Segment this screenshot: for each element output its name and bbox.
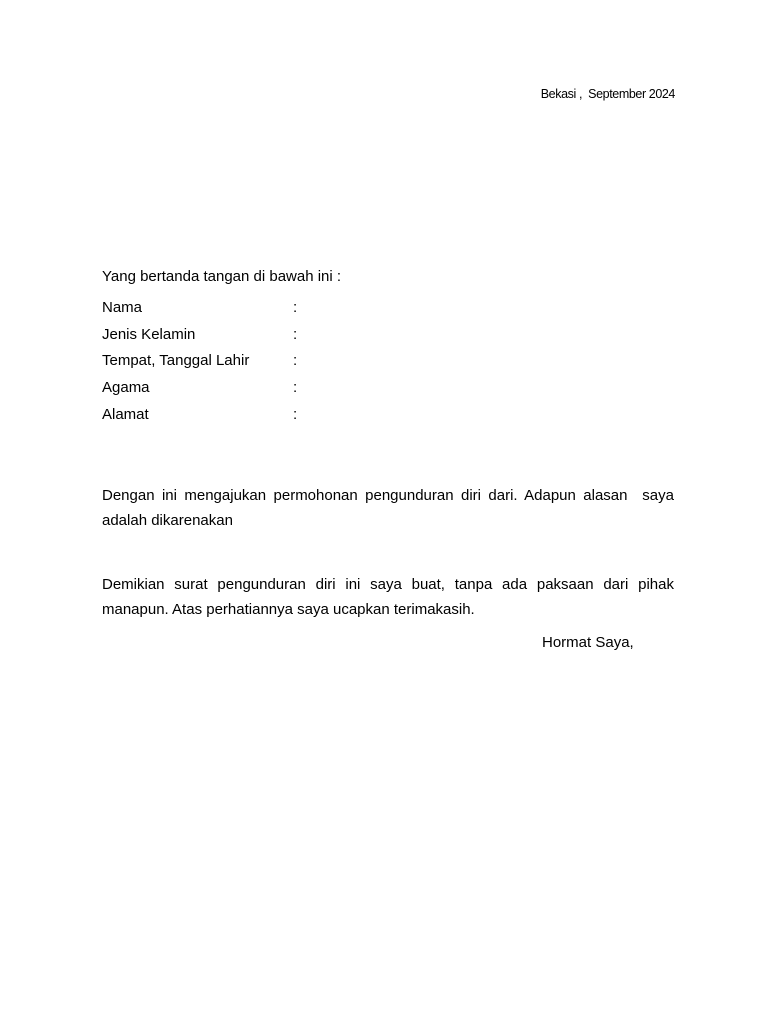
place-date: Bekasi , September 2024 [540, 87, 675, 101]
intro-line: Yang bertanda tangan di bawah ini : [102, 268, 342, 285]
field-colon: : [293, 325, 298, 343]
field-colon: : [293, 352, 298, 370]
field-colon: : [293, 405, 298, 423]
identity-fields [102, 298, 502, 431]
field-colon: : [293, 379, 298, 397]
field-row-nama [102, 298, 502, 325]
field-row-jenis-kelamin [102, 325, 502, 352]
closing-salutation: Hormat Saya, [542, 634, 634, 651]
field-label: Nama [102, 299, 143, 316]
field-label: Alamat [102, 405, 149, 423]
resignation-paragraph: Dengan ini mengajukan permohonan pengunduran diri dari. Adapun alasan saya adalah dikarenakan [102, 487, 679, 529]
field-row-agama [102, 378, 502, 405]
field-row-alamat [102, 405, 502, 432]
field-label: Jenis Kelamin [102, 325, 196, 343]
field-label: Tempat, Tanggal Lahir [102, 352, 250, 370]
field-row-tempat-tanggal-lahir [102, 351, 502, 378]
field-label: Agama [102, 379, 150, 397]
closing-paragraph: Demikian surat pengunduran diri ini saya buat, tanpa ada paksaan dari pihak manapun. Atas perhatiannya saya ucapkan terimakasih. [102, 576, 679, 618]
field-colon: : [293, 299, 298, 316]
